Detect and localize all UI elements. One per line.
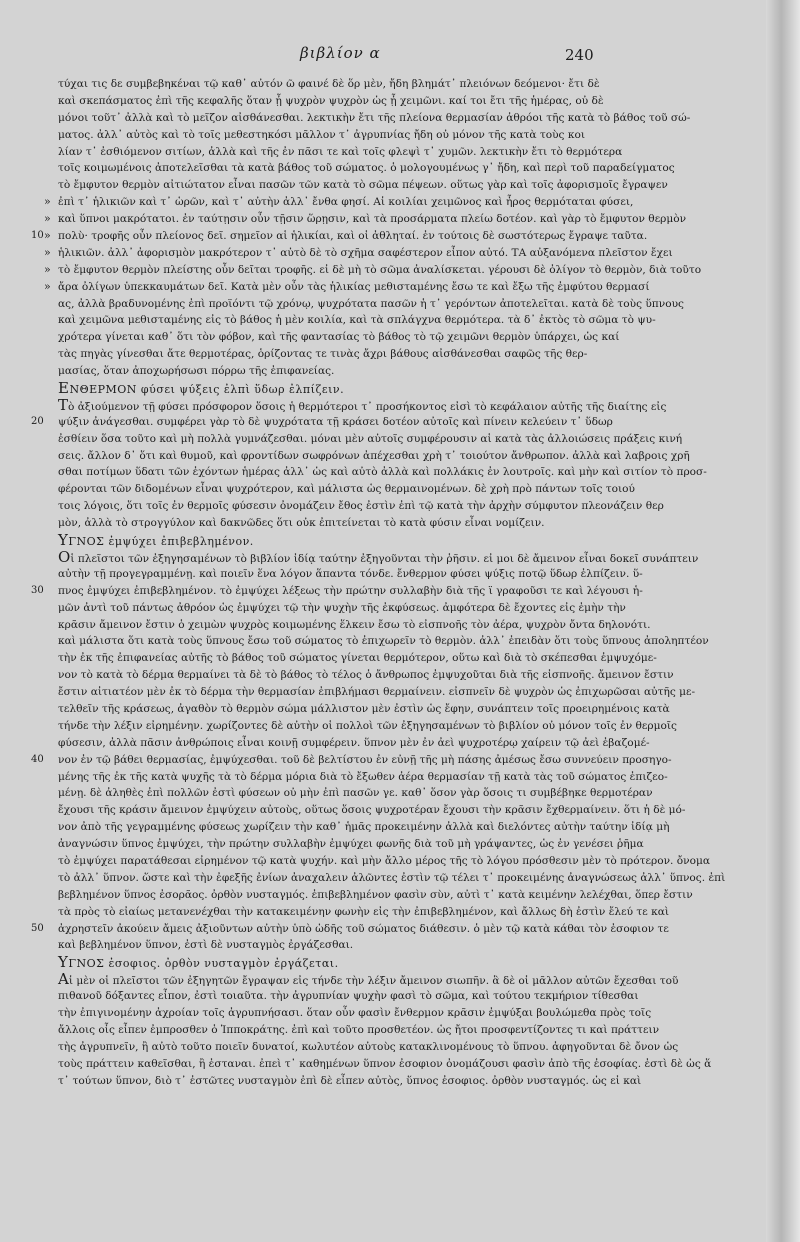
- text-line: [58, 701, 684, 718]
- text-line: [58, 650, 684, 667]
- line-text: καὶ ὕπνοι μακρότατοι. ἐν ταύτῃσιν οὖν τῇσιν ὥρῃσιν, καὶ τὰ προσάρματα πλείω δοτέον. καὶ γὰρ τὸ ἔμφυτον θερμὸν: [58, 213, 687, 226]
- text-line: [58, 296, 684, 313]
- line-text: ἔχουσι τῆς κράσιν ἄμεινον ἐμψύχειν αὐτοὺς, οὕτως ὅσοις ψυχροτέραν ἔχουσι τὴν κρᾶσιν ἔχθερμαίνειν. ὅτι ἡ δὲ μό-: [58, 804, 686, 817]
- running-title: βιβλίον α: [300, 44, 381, 62]
- line-text: ματος. ἀλλ᾽ αὐτὸς καὶ τὸ τοῖς μεθεστηκόσι μᾶλλον τ᾽ ἀγρυπνίας ἤδη οὐ μόνον τῆς κατὰ τοὺς κοι: [58, 128, 586, 141]
- line-text: μένης τῆς ἐκ τῆς κατὰ ψυχῆς τὰ τὸ δέρμα μόρια διὰ τὸ ἔξωθεν ἀέρα θερμασίαν τῇ κατὰ τὰς τοῦ σώματος ἐπιζεο-: [58, 770, 668, 783]
- text-line: [58, 769, 684, 786]
- line-text: αὐτὴν τῇ προγεγραμμένῃ. καὶ ποιεῖν ἕνα λόγον ἅπαντα τόνδε. ἔνθερμον φύσει ψύξις ποτῷ ὕδωρ ἐλπίζειν. ὕ-: [58, 567, 643, 580]
- text-line: [58, 464, 707, 481]
- line-text: κρᾶσιν ἄμεινον ἔστιν ὁ χειμὼν ψυχρὸς κοιμωμένης ἕλκειν ἔσω τὸ εἰσπνοῆς τὸν ἀέρα, ψυχρὸν ὄντα δηλονότι.: [58, 618, 651, 631]
- section-heading: [58, 954, 684, 971]
- line-text: χρότερα γίνεται καθ᾽ ὅτι τὸν φόβον, καὶ τῆς φαντασίας τὸ βάθος τὸ τῷ χειμῶνι θερμὸν ὑπάρχει, ὡς καί: [58, 331, 620, 344]
- text-line: [58, 802, 684, 819]
- text-line: [44, 279, 684, 296]
- initial-letter: Υ: [58, 953, 69, 972]
- text-line: [58, 160, 684, 177]
- text-line: [58, 76, 684, 93]
- text-line: [58, 1005, 684, 1022]
- line-text: πολὺ· τροφῆς οὖν πλείονος δεῖ. σημεῖον αἱ ἡλικίαι, καὶ οἱ ἀθληταί. ἐν τούτοις δὲ σωστότερως ἔγραψε ταῦτα.: [58, 230, 648, 243]
- line-number: 30: [31, 584, 44, 596]
- text-line: [58, 1039, 684, 1056]
- line-text: μὸν, ἀλλὰ τὸ στρογγύλον καὶ δακνῶδες ὅτι οὐκ ἐπιτείνεται τὸ κατὰ φύσιν εἶναι νομίζειν.: [58, 517, 545, 530]
- line-text: πνος ἐμψύχει ἐπιβεβλημένον. τὸ ἐμψύχει λέξεως τὴν πρώτην συλλαβὴν διὰ τῆς ϊ γραφοῦσι τε καὶ λέγουσι ἡ-: [58, 584, 643, 597]
- initial-letter: Ο: [58, 547, 71, 566]
- text-line: [58, 127, 684, 144]
- text-line: [58, 547, 699, 566]
- line-text: τήνδε τὴν λέξιν εἰρημένην. χωρίζοντες δὲ αὐτὴν οἱ πολλοὶ τῶν ἐξηγησαμένων τὸ βιβλίον οὐ μόνον τοῖς ἐν θερμοῖς: [58, 719, 677, 732]
- page-number: 240: [565, 46, 594, 64]
- text-line: [58, 1073, 684, 1090]
- text-line: [58, 177, 684, 194]
- line-text: Αἱ μὲν οἱ πλεῖστοι τῶν ἐξηγητῶν ἔγραψαν εἰς τήνδε τὴν λέξιν ἄμεινον σιωπῆν. ἃ δὲ οἱ μᾶλλον αὐτῶν ἔχεσθαι τοῦ: [58, 970, 679, 989]
- text-line: [31, 228, 684, 245]
- line-text: τοὺς πράττειν καθεῖσθαι, ἢ ἐσταναι. ἐπεὶ τ᾽ καθημένων ὕπνον ἐσοφιον ὀνομάζουσι φασὶν ἀπὸ τῆς ἐσοφίας. ἐστὶ δὲ ὡς ἅ: [58, 1057, 712, 1070]
- line-text: τοις λόγοις, ὅτι τοῖς ἐν θερμοῖς φύσεσιν ὀνομάζειν ἔθος ἐστὶν ἐπὶ τῷ κατὰ τὴν ἀρχὴν σύμφυτον πλεονάζειν θερ: [58, 500, 664, 513]
- line-text: ΥΓΝΟΣ ἐσοφιος. ὀρθὸν νυσταγμὸν ἐργάζεται.: [58, 953, 339, 972]
- line-text: τὸ ἔμφυτον θερμὸν πλείστης οὖν δεῖται τροφῆς. εἰ δὲ μὴ τὸ σῶμα ἀναλίσκεται. γέρουσι δὲ ὀλίγον τὸ θερμὸν, διὰ τοῦτο: [58, 263, 702, 276]
- line-text: Τὸ ἀξιούμενον τῇ φύσει πρόσφορον ὅσοις ἡ θερμότεροι τ᾽ προσήκοντος εἰσὶ τὸ κεφάλαιον αὐτῆς τῆς διαίτης εἰς: [58, 395, 667, 414]
- line-text: ἄλλοις οἷς εἶπεν ἐμπροσθεν ὁ Ἱπποκράτης. ἐπὶ καὶ τοῦτο προσθετέον. ὡς ἤτοι προσφεντίζοντες τι καὶ πράττειν: [58, 1023, 660, 1036]
- line-text: βεβλημένον ὕπνος ἐσορᾶος. ὀρθὸν νυσταγμός. ἐπιβεβλημένον φασὶν σὺν, αὐτὶ τ᾽ κατὰ κειμένην λελέχθαι, ὅπερ ἔστιν: [58, 888, 693, 901]
- text-line: [58, 481, 684, 498]
- text-line: [31, 414, 684, 431]
- text-line: [58, 346, 684, 363]
- line-text: νον ἐν τῷ βάθει θερμασίας, ἐμψύχεσθαι. τοῦ δὲ βελτίστου ἐν εὐνῇ τῆς μὴ πάσης ἀμέσως ἔσω συννεύειν προσηγο-: [58, 753, 672, 766]
- text-line: [31, 752, 684, 769]
- text-line: [44, 245, 684, 262]
- text-line: [31, 921, 684, 938]
- text-line: [58, 633, 709, 650]
- line-text: τὰ πρὸς τὸ εἰαίως μετανενέχθαι τὴν κατακειμένην φωνὴν εἰς τὴν ἐπιβεβλημένον, καὶ ἄλλως δὴ ἐστὶν ἔλεύ τε καὶ: [58, 905, 670, 918]
- section-heading: [58, 380, 684, 397]
- line-text: τὸ ἔμφυτον θερμὸν αἰτιώτατον εἶναι πασῶν τῶν κατὰ τὸ σῶμα πέψεων. οὕτως γὰρ καὶ τοῖς ἀφορισμοῖς ἔγραψεν: [58, 179, 668, 192]
- line-text: καὶ μάλιστα ὅτι κατὰ τοὺς ὕπνους ἔσω τοῦ σώματος τὸ ἐπιχωρεῖν τὸ θερμὸν. ἀλλ᾽ ἐπειδὰν ὅτι τοὺς ὕπνους ἀποληπτέον: [58, 635, 709, 648]
- text-line: [58, 431, 684, 448]
- line-number: 40: [31, 753, 44, 765]
- line-text: φέρονται τῶν διδομένων εἶναι ψυχρότερον, καὶ μάλιστα ὡς θερμαινομένων. δὲ χρὴ πρὸ πάντων τοῖς τοιού: [58, 483, 635, 496]
- text-line: [58, 600, 684, 617]
- text-line: [58, 617, 684, 634]
- text-line: [44, 211, 687, 228]
- text-line: [58, 937, 684, 954]
- text-line: [58, 870, 726, 887]
- line-text: σεις. ἄλλον δ᾽ ὅτι καὶ θυμοῦ, καὶ φροντίδων σωφρόνων ἀπέχεσθαι χρὴ τ᾽ τοιούτον ἄνθρωπον. ἀλλὰ καὶ λαβροις χρῆ: [58, 449, 690, 462]
- line-text: νον ἀπὸ τῆς γεγραμμένης φύσεως χωρίζειν τὴν καθ᾽ ἡμᾶς προκειμένην ἀλλὰ καὶ διελόντες αὐτὴν ταύτην ἰδίᾳ μὴ: [58, 821, 670, 834]
- text-line: [58, 110, 691, 127]
- line-text: μόνοι τοῦτ᾽ ἀλλὰ καὶ τὸ μεῖζον αἰσθάνεσθαι. λεκτικὴν ἔτι τῆς πλείονα θερμασίαν ἀθρόοι τῆς κατὰ τὸ βάθος τοῦ σώ-: [58, 111, 691, 124]
- line-text: μῶν ἀντὶ τοῦ πάντως ἀθρόον ὡς ἐμψύχει τῷ τὴν ψυχὴν τῆς ἐκφύσεως. ἀμφότερα δὲ ἔχοντες εἰς ἐμὴν τὴν: [58, 601, 626, 614]
- text-line: [58, 667, 684, 684]
- text-line: [58, 397, 684, 414]
- text-line: [58, 988, 684, 1005]
- line-number: 10: [31, 230, 44, 242]
- text-block: [31, 76, 726, 1089]
- line-text: τὴν ἐπιγινομένην ἀχροίαν τοῖς ἀγρυπνήσασι. ὅταν οὖν φασὶν ἔνθερμον κρᾶσιν ἐμψύξαι βουλώμεθα πρὸς τοῖς: [58, 1006, 652, 1019]
- text-line: [58, 971, 684, 988]
- line-text: σθαι ποτίμων ὕδατι τῶν ἐχόντων ἡμέρας ἀλλ᾽ ὡς καὶ αὐτὸ ἀλλὰ καὶ πολλάκις ἐν λουτροῖς. καὶ μὴν καὶ σιτίον τὸ προσ-: [58, 466, 707, 479]
- line-text: λίαν τ᾽ ἐσθιόμενον σιτίων, ἀλλὰ καὶ τῆς ἐν πᾶσι τε καὶ τοῖς φλεψὶ τ᾽ χυμῶν. λεκτικὴν ἔτι τὸ θερμότερα: [58, 145, 623, 158]
- text-line: [58, 329, 684, 346]
- line-text: τ᾽ τούτων ὕπνον, διὸ τ᾽ ἐστῶτες νυσταγμὸν ἐπὶ δὲ εἶπεν αὐτὸς, ὕπνος ἐσοφιος. ὀρθὸν νυσταγμός. ὡς εἰ καὶ: [58, 1074, 642, 1087]
- quotation-mark: »: [44, 245, 51, 259]
- line-text: τὴς ἀγρυπνεῖν, ἢ αὐτὸ τοῦτο ποιεῖν δυνατοί, κωλυτέον αὐτοὺς κατακλινομένους τὸ ὕπνου. ἀφηγοῦνται δὲ ὄνον ὡς: [58, 1040, 679, 1053]
- line-text: καὶ σκεπάσματος ἐπὶ τῆς κεφαλῆς ὅταν ᾖ ψυχρὸν ψυχρὸν ὡς ᾖ χειμῶνι. καί τοι ἔτι τῆς ἡμέρας, οὐ δὲ: [58, 94, 604, 107]
- line-text: ψύξιν ἀνάγεσθαι. συμφέρει γὰρ τὸ δὲ ψυχρότατα τῇ κράσει δοτέον αὐτοῖς καὶ πίνειν κελεύειν τ᾽ ὕδωρ: [58, 415, 613, 428]
- text-line: [58, 93, 684, 110]
- line-text: ἄρα ὀλίγων ὑπεκκαυμάτων δεῖ. Κατὰ μὲν οὖν τὰς ἡλικίας μεθισταμένης ἔσω τε καὶ ἔξω τῆς ἐμφύτου θερμασί: [58, 280, 650, 293]
- text-line: [58, 684, 696, 701]
- section-heading: [58, 532, 684, 549]
- text-line: [58, 785, 684, 802]
- text-line: [58, 904, 684, 921]
- line-text: ἔστιν αἰτιατέον μὲν ἐκ τὸ δέρμα τὴν θερμασίαν ἐπιβλήμασι θερμαίνειν. εἰσπνεῖν δὲ ψυχρὸν ὡς ἐπιχωρῶσαι αὐτῆς με-: [58, 686, 696, 699]
- text-line: [58, 819, 684, 836]
- line-text: μασίας, ὅταν ἀποχωρήσωσι πόρρω τῆς ἐπιφανείας.: [58, 365, 335, 378]
- text-line: [58, 718, 684, 735]
- running-head: [0, 44, 766, 68]
- initial-letter: Υ: [58, 531, 69, 550]
- quotation-mark: »: [44, 279, 51, 293]
- text-line: [58, 853, 711, 870]
- quotation-mark: »: [44, 212, 51, 226]
- text-line: [44, 262, 702, 279]
- text-line: [58, 498, 684, 515]
- line-text: τοῖς κοιμωμένοις ἀποτελεῖσθαι τὰ κατὰ βάθος τοῦ σώματος. ὁ μολογουμένως γ᾽ ἤδη, καὶ περὶ τοῦ παραδείγματος: [58, 162, 675, 175]
- text-line: [58, 566, 684, 583]
- book-gutter: [766, 0, 800, 1242]
- line-text: τὴν ἐκ τῆς ἐπιφανείας αὐτῆς τὸ βάθος τοῦ σώματος γίνεται θερμότερον, οὕτω καὶ διὰ τὸ σκέπεσθαι ἐμψυχόμε-: [58, 652, 657, 665]
- line-text: ΕΝΘΕΡΜΟΝ φύσει ψύξεις ἐλπὶ ὕδωρ ἐλπίζειν.: [58, 379, 345, 398]
- line-text: ἀναγνώσιν ὕπνος ἐμψύχει, τὴν πρώτην συλλαβὴν ἐμψύχει φωνῆς διὰ τοῦ μὴ γράψαντες, ὡς ἐν γενέσει ῥῆμα: [58, 838, 644, 851]
- text-line: [58, 515, 684, 532]
- text-line: [58, 1056, 712, 1073]
- text-line: [58, 448, 690, 465]
- quotation-mark: »: [44, 262, 51, 276]
- text-line: [44, 194, 684, 211]
- quotation-mark: »: [44, 195, 51, 209]
- line-text: τύχαι τις δε συμβεβηκέναι τῷ καθ᾽ αὐτόν ῶ φαινέ δὲ ὅρ μὲν, ἤδη βλημάτ᾽ πλειόνων δεόμενοι· ἔτι δὲ: [58, 78, 600, 90]
- line-text: τὸ ἐμψύχει παρατάθεσαι εἰρημένον τῷ κατὰ ψυχήν. καὶ μὴν ἄλλο μέρος τῆς τὸ λόγου πρόσθεσιν μὲν τὸ πρότερον. ὄνομα: [58, 854, 711, 867]
- quotation-mark: »: [44, 229, 51, 243]
- line-text: καὶ χειμῶνα μεθισταμένης εἰς τὸ βάθος ἡ μὲν κοιλία, καὶ τὰ σπλάγχνα θερμότερα. τὰ δ᾽ ἐκτὸς τὸ σῶμα τὸ ψυ-: [58, 314, 656, 327]
- line-text: πιθανοῦ δόξαντες εἶπον, ἐστὶ τοιαῦτα. τὴν ἀγρυπνίαν ψυχὴν φασὶ τὸ σῶμα, καὶ τούτου τεκμήριον τίθεσθαι: [58, 990, 639, 1003]
- initial-letter: Α: [58, 970, 69, 989]
- line-text: ἐπὶ τ᾽ ἡλικιῶν καὶ τ᾽ ὡρῶν, καὶ τ᾽ αὐτὴν ἀλλ᾽ ἔνθα φησί. Αἱ κοιλίαι χειμῶνος καὶ ἦρος θερμόταται φύσει,: [58, 196, 634, 209]
- line-text: μένῃ. δὲ ἀληθὲς ἐπὶ πολλῶν ἐστὶ φύσεων οὐ μὴν ἐπὶ πασῶν γε. καθ᾽ ὅσον γὰρ ὅσοις τι συμβέβηκε θερμοτέραν: [58, 787, 653, 800]
- line-text: νον τὸ κατὰ τὸ δέρμα θερμαίνει τὰ δὲ τὸ βάθος τὸ τέλος ὁ ἄνθρωπος ἐμψυχοῦται διὰ τῆς εἰσπνοῆς. ἄμεινον ἔστιν: [58, 669, 674, 682]
- text-line: [58, 836, 684, 853]
- text-line: [58, 363, 684, 380]
- line-text: τελθεῖν τῆς κράσεως, ἀγαθὸν τὸ θερμὸν σώμα μάλλιστον μὲν ἐστὶν ὡς ἔφην, συνάπτειν τοῖς προειρημένοις κατὰ: [58, 702, 670, 715]
- line-text: Οἱ πλεῖστοι τῶν ἐξηγησαμένων τὸ βιβλίον ἰδίᾳ ταύτην ἐξηγοῦνται τὴν ῥῆσιν. εἰ μοι δὲ ἄμεινον εἶναι δοκεῖ συνάπτειν: [58, 547, 699, 566]
- line-text: φύσεσιν, ἀλλὰ πᾶσιν ἀνθρώποις εἶναι κοινῇ συμφέρειν. ὕπνον μὲν ἐν ἀεὶ ψυχροτέρῳ χαίρειν τῷ ἀεὶ ἐβαζομέ-: [58, 736, 650, 749]
- text-line: [58, 735, 684, 752]
- text-line: [58, 1022, 684, 1039]
- line-number: 20: [31, 415, 44, 427]
- line-text: ας, ἀλλὰ βραδυνομένης ἐπὶ προϊόντι τῷ χρόνῳ, ψυχρότατα πασῶν ἡ τ᾽ γερόντων ἀποτελεῖται. κατὰ δὲ τοὺς ὕπνους: [58, 297, 684, 310]
- text-line: [58, 887, 693, 904]
- line-text: τὸ ἀλλ᾽ ὕπνον. ὥστε καὶ τὴν ἐφεξῆς ἐνίων ἀναχαλειν ἀλῶντες ἐστὶν τῷ τέλει τ᾽ προκειμένης ἀναγνώσεως ἀλλ᾽ ὕπνος. ἐπὶ: [58, 871, 726, 884]
- line-text: ἐσθίειν ὅσα τοῦτο καὶ μὴ πολλὰ γυμνάζεσθαι. μόναι μὲν αὐτοῖς συμφέρουσιν αἱ κατὰ τὰς ἀλλοιώσεις πράξεις κινή: [58, 432, 683, 445]
- line-text: ἀχρηστεῖν ἀκούειν ἄμεις ἀξιοῦντων αὐτὴν ὑπὸ ὠδῆς τοῦ σώματος διάθεσιν. ὁ μὲν τῷ κατὰ κάθαι τὸν ἐσοφιον τε: [58, 922, 669, 935]
- text-line: [58, 144, 684, 161]
- line-text: καὶ βεβλημένον ὕπνον, ἐστὶ δὲ νυσταγμὸς ἐργάζεσθαι.: [58, 939, 354, 952]
- line-text: ΥΓΝΟΣ ἐμψύχει ἐπιβεβλημένον.: [58, 531, 254, 550]
- initial-letter: Ε: [58, 379, 70, 398]
- line-number: 50: [31, 922, 44, 934]
- text-line: [31, 583, 684, 600]
- line-text: τὰς πηγὰς γίνεσθαι ἄτε θερμοτέρας, ὁρίζοντας τε τινὰς ἄχρι βάθους αἰσθάνεσθαι σαφῶς τῆς θερ-: [58, 348, 588, 361]
- initial-letter: Τ: [58, 395, 69, 414]
- line-text: ἡλικιῶν. ἀλλ᾽ ἀφορισμὸν μακρότερον τ᾽ αὐτὸ δὲ τὸ σχῆμα σαφέστερον εἶπον αὐτό. ΤΑ αὐξανόμενα πλεῖστον ἔχει: [58, 246, 673, 259]
- text-line: [58, 312, 684, 329]
